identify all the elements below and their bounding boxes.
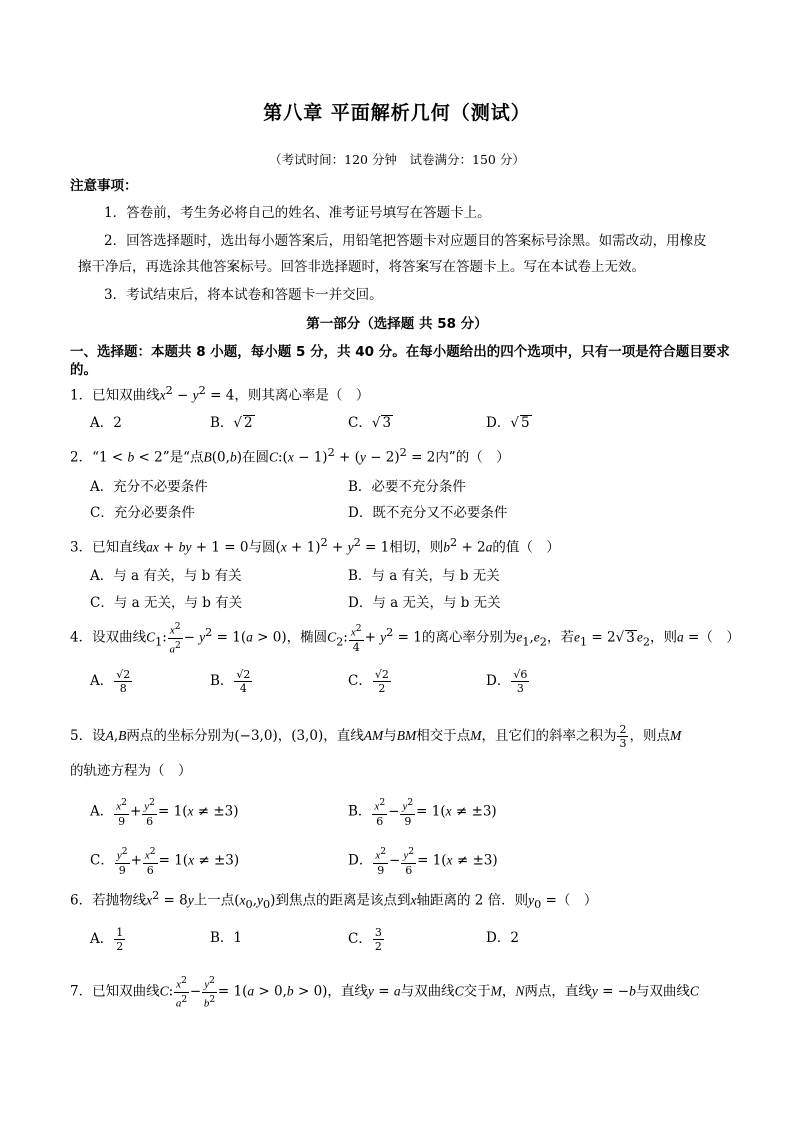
q5-option-b[interactable]: B． $\frac{x^2}{6}$ − $\frac{y^2}{9}$ = 1(x ≠ ±3) — [348, 797, 497, 828]
q3-option-a[interactable]: A．与 a 有关，与 b 有关 — [90, 568, 242, 584]
section1-heading: 一、选择题：本题共 8 小题，每小题 5 分，共 40 分。在每小题给出的四个选项中，只有一项是符合题目要求的。 — [70, 344, 730, 378]
page-title: 第八章 平面解析几何（测试） — [263, 102, 531, 124]
part1-heading: 第一部分（选择题 共 58 分） — [306, 316, 488, 332]
question-4-stem: 4．设双曲线$C_1$: $\frac{x^2}{a^2}$ − $y^2 = 1(a > 0)$，椭圆$C_2$: $\frac{x^2}{4}$ + $y^2 = 1$的离心率分别为$e_1,e_2$，若$e_1 = 2√$ 3 $e_2$，则a =（ ） — [70, 621, 740, 656]
q1-option-a[interactable]: A．2 — [90, 415, 122, 431]
q2-option-b[interactable]: B．必要不充分条件 — [348, 479, 466, 495]
q3-option-c[interactable]: C．与 a 无关，与 b 有关 — [90, 595, 243, 611]
q5-option-d[interactable]: D． $\frac{x^2}{9}$ − $\frac{y^2}{6}$ = 1(x ≠ ±3) — [348, 846, 498, 877]
q4-option-a[interactable]: A． $\frac{√2}{8}$ — [90, 668, 131, 695]
q3-option-d[interactable]: D．与 a 无关，与 b 无关 — [348, 595, 501, 611]
q5-option-a[interactable]: A． $\frac{x^2}{9}$ + $\frac{y^2}{6}$ = 1(x ≠ ±3) — [90, 797, 239, 828]
question-7-stem: 7．已知双曲线C: $\frac{x^2}{a^2}$ − $\frac{y^2}{b^2}$ = 1(a > 0,b > 0)，直线y = a与双曲线C交于M，N两点，直线y = −b与双曲线C — [70, 975, 699, 1010]
q2-option-c[interactable]: C．充分必要条件 — [90, 505, 195, 521]
question-1-stem: 1．已知双曲线$x^2 - y^2 = 4$，则其离心率是（ ） — [70, 384, 370, 404]
q2-option-d[interactable]: D．既不充分又不必要条件 — [348, 505, 508, 521]
q6-option-b[interactable]: B．1 — [210, 930, 243, 946]
question-6-stem: 6．若抛物线$x^2 = 8y$上一点$(x_0,y_0)$到焦点的距离是该点到x轴距离的 2 倍．则$y_0$ =（ ） — [70, 889, 598, 912]
notice-item-2: 2．回答选择题时，选出每小题答案后，用铅笔把答题卡对应题目的答案标号涂黑。如需改动，用橡皮擦干净后，再选涂其他答案标号。回答非选择题时，将答案写在答题卡上。写在本试卷上无效。 — [78, 233, 707, 275]
q2-option-a[interactable]: A．充分不必要条件 — [90, 479, 208, 495]
question-2-stem: 2．“1 < b < 2”是“点B(0,b)在圆C:(x − $1)^2 + (y - 2)^2 = 2$内”的（ ） — [70, 446, 510, 466]
notice-item-1: 1．答卷前，考生务必将自己的姓名、准考证号填写在答题卡上。 — [104, 205, 491, 221]
q4-option-d[interactable]: D． $\frac{√6}{3}$ — [486, 668, 528, 695]
question-5-stem: 5．设A,B两点的坐标分别为(−3,0)，(3,0)，直线AM与BM相交于点M，且它们的斜率之积为 $\frac{2}{3}$ ，则点M — [70, 723, 682, 750]
question-5-stem-cont: 的轨迹方程为（ ） — [70, 763, 192, 779]
notice-heading: 注意事项： — [70, 178, 138, 194]
q6-option-c[interactable]: C． $\frac{3}{2}$ — [348, 926, 382, 953]
q1-option-c[interactable]: C．√ 3 — [348, 415, 392, 431]
q3-option-b[interactable]: B．与 a 有关，与 b 无关 — [348, 568, 500, 584]
question-3-stem: 3．已知直线ax + by + 1 = 0与圆$(x + 1)^2 + y^2 = 1$相切，则$b^2 + 2a$的值（ ） — [70, 536, 560, 556]
notice-item-3: 3．考试结束后，将本试卷和答题卡一并交回。 — [104, 287, 383, 303]
q6-option-a[interactable]: A． $\frac{1}{2}$ — [90, 926, 124, 953]
exam-info: （考试时间：120 分钟 试卷满分：150 分） — [269, 152, 525, 167]
q1-option-b[interactable]: B．√ 2 — [210, 415, 253, 431]
q6-option-d[interactable]: D．2 — [486, 930, 519, 946]
q4-option-b[interactable]: B． $\frac{√2}{4}$ — [210, 668, 251, 695]
q1-option-d[interactable]: D．√ 5 — [486, 415, 530, 431]
q4-option-c[interactable]: C． $\frac{√2}{2}$ — [348, 668, 389, 695]
q5-option-c[interactable]: C． $\frac{y^2}{9}$ + $\frac{x^2}{6}$ = 1(x ≠ ±3) — [90, 846, 240, 877]
